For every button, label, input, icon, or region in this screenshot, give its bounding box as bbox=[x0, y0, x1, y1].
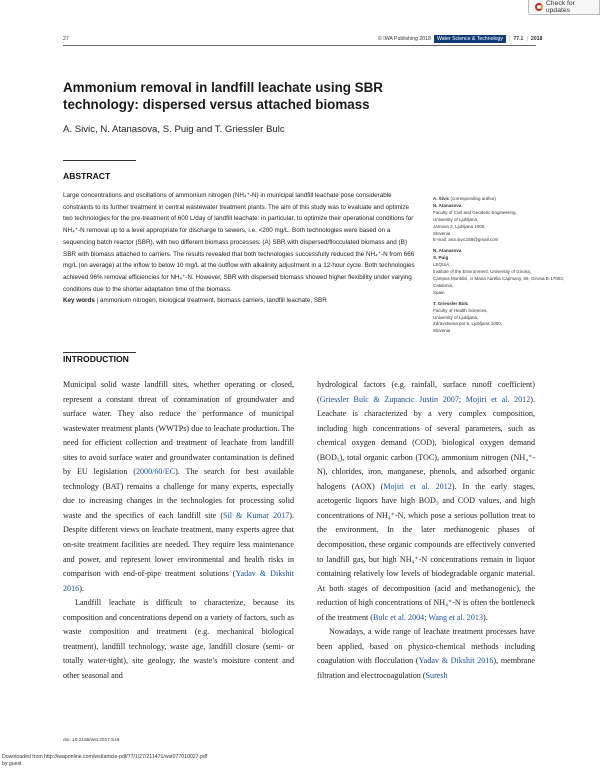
introduction-paragraph bbox=[317, 378, 535, 625]
affiliation-note: (corresponding author) bbox=[449, 196, 497, 201]
download-source-link[interactable]: Downloaded from http://iwaponline.com/wst/article-pdf/77/1/27/211471/wst077010027.pdf bbox=[2, 754, 208, 760]
introduction-paragraph bbox=[317, 625, 535, 683]
abstract-text: Large concentrations and oscillations of ammonium nitrogen (NH₄⁺-N) in municipal landfill leachate pose considerable constraints to its further treatment in central wastewater treatment plants. The aim of this study was to evaluate and optimize two technologies for the pre-treatment of 600 L/day of landfill leachate: in particular, to optimize their operational conditions for NH₄⁺-N removal up to a level appropriate for discharge to sewers, i.e. <200 mg/L. Both technologies were based on a sequencing batch reactor (SBR), with two different biomass processes: (A) SBR with dispersed/flocculated biomass and (B) SBR with biomass attached to carriers. The results revealed that both technologies successfully reduced the NH₄⁺-N from 666 mg/L (on average) at the inflow to below 10 mg/L at the outflow with alkalinity adjustment in a 12-hour cycle. Both technologies achieved 96% removal efficiencies for NH₄⁺-N. However, SBR with dispersed biomass showed higher flexibility under varying conditions due to the shorter adaptation time of the biomass. bbox=[63, 192, 415, 293]
affiliation-line: Catalonia, bbox=[433, 282, 454, 288]
affiliation-block bbox=[433, 203, 573, 244]
paragraph-text: ). The search for best available technology (BAT) remains a challenge for many experts, especially due to increasing changes in the technologies for processing solid waste and the specifics of each landfill site ( bbox=[63, 467, 294, 520]
paragraph-text: Nowadays, a wide range of leachate treatment processes have been applied, based on physico-chemical methods including coagulation with flocculation ( bbox=[317, 627, 535, 666]
citation-link[interactable]: Yadav & Dikshit 2016 bbox=[418, 656, 494, 666]
introduction-paragraph bbox=[63, 378, 294, 596]
abstract-body bbox=[63, 190, 419, 307]
citation-link[interactable]: Mojiri et al. 2012 bbox=[383, 481, 452, 491]
affiliation-line: Faculty of Civil and Geodetic Engineering, bbox=[433, 209, 517, 215]
check-for-updates-label: Check for updates bbox=[545, 0, 575, 14]
paragraph-text: Municipal solid waste landfill sites, whether operating or closed, represent a constant threat of contamination of groundwater and surface water. They also reduce the performance of municipal wastewater treatment plants (WWTPs) due to leachate production. The need for efficient collection and treatment of leachate from landfill sites to avoid surface water and groundwater contamination is defined by EU legislation ( bbox=[63, 380, 294, 477]
publisher-text: © IWA Publishing 2018 bbox=[378, 36, 431, 42]
affiliation-line: Slovenia bbox=[433, 230, 451, 236]
paragraph-text: ). bbox=[483, 612, 488, 622]
check-for-updates-button[interactable] bbox=[528, 0, 600, 15]
keywords-list: | ammonium nitrogen, biological treatment, biomass carriers, landfill leachate, SBR bbox=[96, 297, 327, 305]
affiliation-block bbox=[433, 196, 573, 203]
citation-link[interactable]: Suresh bbox=[425, 670, 448, 680]
introduction-left-column bbox=[63, 378, 294, 683]
affiliation-line: E-mail: ana.sivic158@gmail.com bbox=[433, 237, 499, 243]
download-footer bbox=[2, 754, 207, 767]
citation-link[interactable]: Bulc et al. 2004 bbox=[372, 612, 425, 622]
introduction-right-column bbox=[317, 378, 535, 683]
author-affiliations bbox=[433, 196, 573, 339]
affiliation-author-name: S. Puig bbox=[433, 255, 449, 261]
affiliation-line: Jamova 2, Ljubljana 1000, bbox=[433, 223, 486, 229]
citation-link[interactable]: Griessler Bulc & Zupancic Justin 2007 bbox=[319, 394, 459, 404]
citation-link[interactable]: Wang et al. 2013 bbox=[428, 612, 483, 622]
volume-issue: 77.1 bbox=[513, 36, 524, 42]
paragraph-text: Landfill leachate is difficult to characterize, because its composition and concentrations depend on a variety of factors, such as waste composition and treatment (e.g. mechanical biological treatment), landfill technology, waste age, landfill closure (semi- or totally water-tight), site geology, the waste’s moisture content and other seasonal and bbox=[63, 598, 294, 680]
affiliation-author-name: A. Sivic bbox=[433, 196, 450, 201]
paragraph-text: hydrological factors (e.g. rainfall, surface runoff coefficient) ( bbox=[317, 380, 535, 404]
header-separator: | bbox=[508, 36, 511, 42]
citation-link[interactable]: Sil & Kumar 2017 bbox=[223, 510, 290, 520]
affiliation-line: Zdravstvena pot 5, Ljubljana 1000, bbox=[433, 321, 503, 327]
author-list: A. Sivic, N. Atanasova, S. Puig and T. Griessler Bulc bbox=[63, 124, 285, 135]
paragraph-text: ; bbox=[458, 394, 466, 404]
doi-text: doi: 10.2166/wst.2017.519 bbox=[63, 738, 120, 743]
affiliation-line: Slovenia bbox=[433, 328, 451, 334]
paragraph-text: ). In the early stages, acetogenic liquors have high BOD₅ and COD values, and high concentrations of NH₄⁺-N, which pose a serious pollution treat to the environment. In the later methanogenic phases of decomposition, these organic compounds are effectively converted to landfill gas, but high NH₄⁺-N concentrations remain in liquor containing relatively low levels of biodegradable organic material. At both stages of decomposition (acid and methanogenic), the reduction of high concentrations of NH₄⁺-N is often the bottleneck of the treatment ( bbox=[317, 481, 535, 622]
affiliation-line: University of Ljubljana, bbox=[433, 216, 479, 222]
running-header bbox=[378, 35, 542, 43]
citation-link[interactable]: Mojiri et al. 2012 bbox=[465, 394, 531, 404]
citation-link[interactable]: Yadav & Dikshit 2016 bbox=[63, 569, 295, 593]
affiliation-author-name: N. Atanasova bbox=[433, 248, 462, 254]
article-title: Ammonium removal in landfill leachate using SBR technology: dispersed versus attached biomass bbox=[63, 80, 383, 112]
affiliation-author-name: N. Atanasova bbox=[433, 202, 462, 208]
paragraph-text: ). Despite different views on leachate treatment, many experts agree that on-site treatment facilities are needed. They require less maintenance and power, and represent lower environmental and health risks in comparison with end-of-pipe treatment solutions ( bbox=[63, 510, 294, 579]
download-guest-text: by guest bbox=[2, 760, 22, 767]
abstract-heading: ABSTRACT bbox=[63, 171, 111, 181]
crossmark-icon bbox=[535, 3, 543, 11]
affiliation-line: Faculty of Health Sciences, bbox=[433, 307, 488, 313]
affiliation-block bbox=[433, 301, 573, 336]
affiliation-block bbox=[433, 255, 573, 296]
paragraph-text: ; bbox=[424, 612, 429, 622]
affiliation-line: Spain bbox=[433, 289, 445, 295]
abstract-rule bbox=[63, 160, 136, 161]
header-rule bbox=[63, 45, 536, 46]
affiliation-author-name: T. Griessler Bulc bbox=[433, 300, 469, 306]
paragraph-text: ). bbox=[79, 583, 84, 593]
keywords-label: Key words bbox=[63, 297, 95, 305]
affiliation-line: Institute of the Environment, University of Girona, bbox=[433, 269, 532, 275]
affiliation-line: University of Ljubljana, bbox=[433, 314, 479, 320]
header-separator: | bbox=[526, 36, 528, 42]
introduction-rule bbox=[63, 352, 136, 353]
introduction-paragraph bbox=[63, 596, 294, 683]
introduction-heading: INTRODUCTION bbox=[63, 354, 129, 364]
paragraph-text: ). Leachate is characterized by a very complex composition, including high concentrations of several parameters, such as chemical oxygen demand (COD), biological oxygen demand (BOD₅), total organic carbon (TOC), ammonium nitrogen (NH₄⁺-N), chlorides, iron, manganese, phenols, and adsorbed organic halogens (AOX) ( bbox=[317, 394, 535, 491]
paragraph-text: ), membrane filtration and electrocoagulation ( bbox=[317, 656, 535, 680]
affiliation-line: Campus Montilivi, c/ Maria Aurèlia Capmany, 69, Girona E-17003, bbox=[433, 275, 564, 281]
page-number: 27 bbox=[63, 36, 69, 42]
journal-name: Water Science & Technology bbox=[434, 35, 506, 43]
citation-link[interactable]: 2000/60/EC bbox=[135, 467, 176, 477]
affiliation-line: LEQUiA, bbox=[433, 262, 451, 268]
header-year: 2018 bbox=[530, 36, 543, 42]
affiliation-block bbox=[433, 248, 573, 255]
